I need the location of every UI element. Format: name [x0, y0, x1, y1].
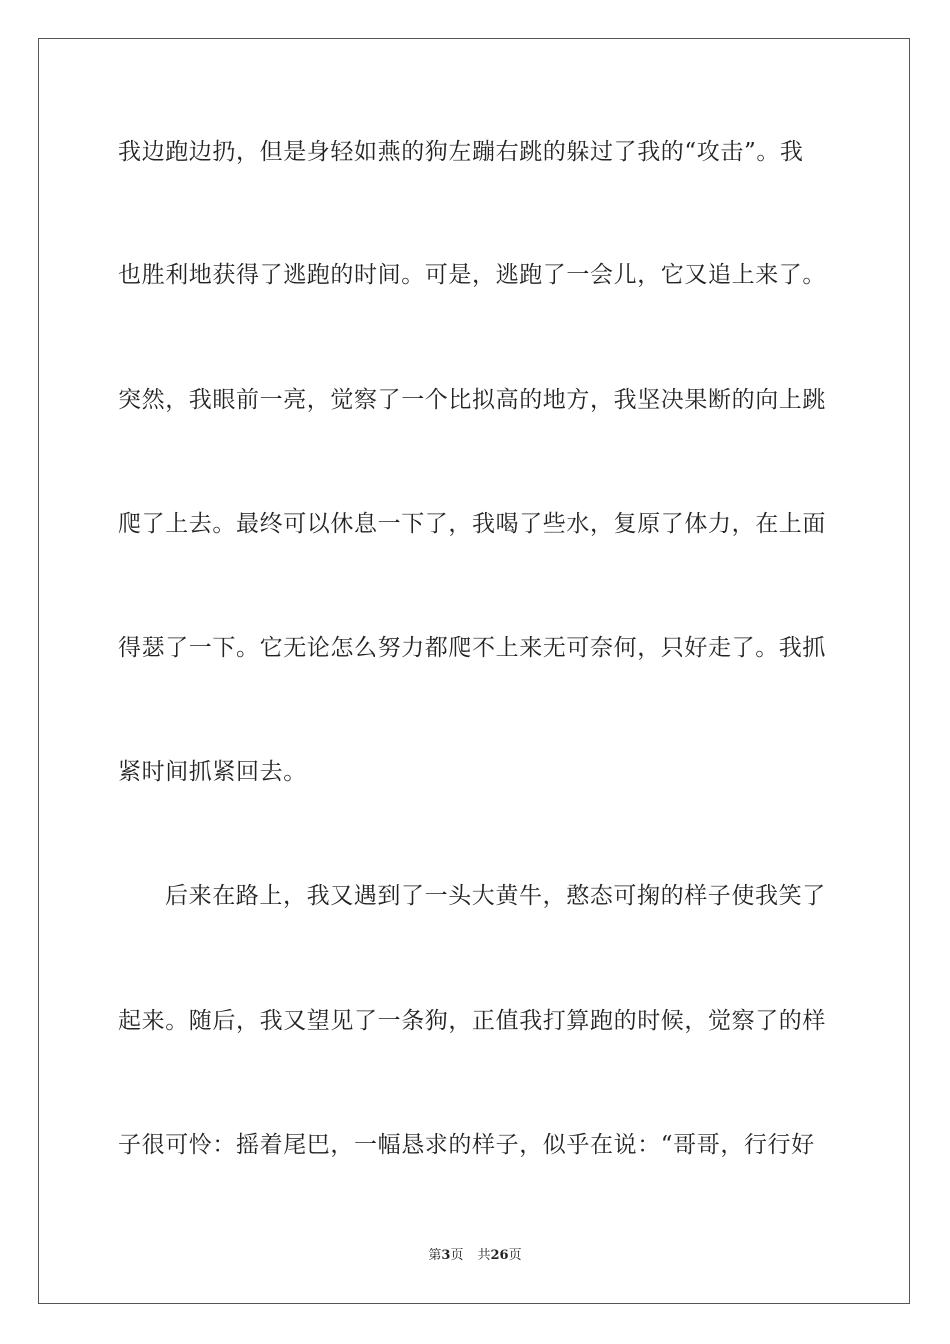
body-text-line: 得瑟了一下。它无论怎么努力都爬不上来无可奈何，只好走了。我抓 — [118, 635, 826, 661]
body-text-line: 子很可怜：摇着尾巴，一幅恳求的样子，似乎在说：“哥哥，行行好 — [118, 1132, 815, 1158]
body-text-line: 紧时间抓紧回去。 — [118, 759, 307, 785]
page-number: 3 — [441, 1248, 451, 1263]
body-text-line: 爬了上去。最终可以休息一下了，我喝了些水，复原了体力，在上面 — [118, 511, 826, 537]
body-text-line: 我边跑边扔，但是身轻如燕的狗左蹦右跳的躲过了我的“攻击”。我 — [118, 139, 804, 165]
page-suffix: 页 — [450, 1248, 464, 1263]
body-text-line: 也胜利地获得了逃跑的时间。可是，逃跑了一会儿，它又追上来了。 — [118, 262, 826, 288]
paragraph-first-line: 后来在路上，我又遇到了一头大黄牛，憨态可掬的样子使我笑了 — [165, 883, 826, 909]
page-prefix: 第 — [428, 1248, 442, 1263]
total-prefix: 共 — [477, 1248, 491, 1263]
page-border — [38, 38, 910, 1304]
total-pages: 26 — [490, 1248, 509, 1263]
body-text-line: 突然，我眼前一亮，觉察了一个比拟高的地方，我坚决果断的向上跳 — [118, 387, 826, 413]
body-text-line: 起来。随后，我又望见了一条狗，正值我打算跑的时候，觉察了的样 — [118, 1008, 826, 1034]
page-footer — [0, 1247, 950, 1265]
total-suffix: 页 — [508, 1248, 522, 1263]
